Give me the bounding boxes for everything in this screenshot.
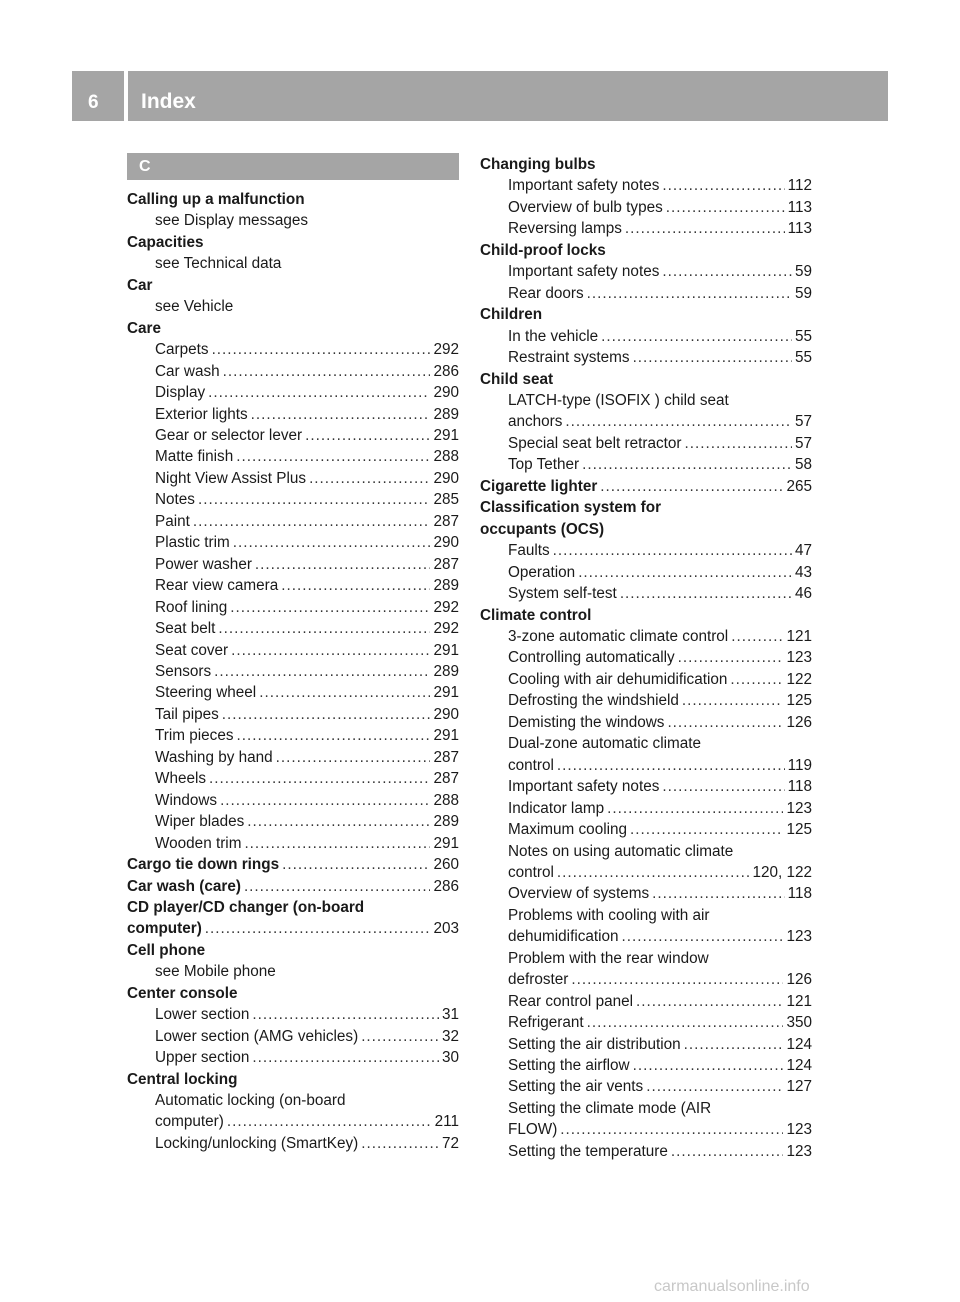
header-divider [124,71,128,121]
entry-page: 120, 122 [752,863,812,881]
leader-dots [231,640,430,661]
entry-label: Wheels [155,770,207,788]
index-subline: see Vehicle [155,298,234,316]
entry-label: Tail pipes [155,705,219,723]
index-entry [480,218,812,239]
entry-page: 57 [794,413,812,431]
index-entry [480,712,812,733]
entry-page: 203 [433,920,459,938]
index-entry [480,626,812,647]
leader-dots [557,755,785,776]
index-subline: see Display messages [155,212,309,230]
entry-page: 59 [794,263,812,281]
leader-dots [281,575,430,596]
leader-dots [730,669,783,690]
entry-page: 291 [433,727,459,745]
index-entry [480,798,812,819]
leader-dots [684,433,792,454]
entry-label: Roof lining [155,598,228,616]
leader-dots [244,876,431,897]
leader-dots [622,926,784,947]
index-column-left [127,153,459,1154]
entry-label: control [508,863,554,881]
index-entry [127,725,459,746]
index-entry [480,540,812,561]
index-entry [127,747,459,768]
page-title: Index [141,90,196,113]
leader-dots [666,197,785,218]
index-entry [480,991,812,1012]
leader-dots [582,454,792,475]
leader-dots [578,562,792,583]
leader-dots [565,411,792,432]
index-entry [127,468,459,489]
leader-dots [671,1141,784,1162]
index-entry [480,454,812,475]
entry-label: Matte finish [155,448,234,466]
index-entry [480,1076,812,1097]
entry-page: 288 [433,448,459,466]
index-entry [127,682,459,703]
entry-label: Indicator lamp [508,799,605,817]
leader-dots [247,811,430,832]
entry-page: 288 [433,791,459,809]
entry-label: Defrosting the windshield [508,692,679,710]
entry-label: Steering wheel [155,684,257,702]
leader-dots [587,283,792,304]
entry-label: Top Tether [508,456,580,474]
leader-dots [282,854,430,875]
entry-page: 125 [786,692,812,710]
leader-dots [633,347,792,368]
leader-dots [233,532,431,553]
leader-dots [600,476,783,497]
leader-dots [236,446,430,467]
entry-page: 126 [786,971,812,989]
index-subline: LATCH-type (ISOFIX ) child seat [508,391,729,409]
entry-label: Windows [155,791,218,809]
index-entry [127,532,459,553]
leader-dots [662,175,784,196]
entry-page: 58 [794,456,812,474]
entry-page: 289 [433,662,459,680]
entry-page: 122 [786,670,812,688]
index-heading: Calling up a malfunction [127,191,305,208]
entry-page: 125 [786,821,812,839]
index-entry [480,175,812,196]
entry-label: Faults [508,542,550,560]
leader-dots [223,361,431,382]
leader-dots [222,704,431,725]
leader-dots [236,725,430,746]
index-heading: CD player/CD changer (on-board [127,898,365,916]
index-entry [480,1055,812,1076]
entry-label: Lower section (AMG vehicles) [155,1027,359,1045]
entry-label: Setting the air vents [508,1078,644,1096]
entry-label: In the vehicle [508,327,599,345]
entry-page: 290 [433,469,459,487]
entry-label: Cigarette lighter [480,477,598,495]
entry-label: Important safety notes [508,263,660,281]
index-entry [480,326,812,347]
entry-label: Demisting the windows [508,713,665,731]
section-letter: C [127,153,459,180]
index-entry [127,918,459,939]
watermark: carmanualsonline.info [654,1278,810,1295]
leader-dots [212,339,431,360]
entry-page: 289 [433,577,459,595]
entry-page: 265 [786,477,812,495]
index-heading: Central locking [127,1070,238,1088]
entry-label: System self-test [508,585,617,603]
index-heading: Car [127,276,153,294]
entry-page: 289 [433,405,459,423]
entry-label: Important safety notes [508,177,660,195]
index-entry [127,704,459,725]
index-entry [480,969,812,990]
entry-label: Reversing lamps [508,220,622,238]
entry-label: Important safety notes [508,778,660,796]
index-heading: Capacities [127,233,204,251]
index-entry [480,283,812,304]
index-entry [127,768,459,789]
index-heading: occupants (OCS) [480,520,605,538]
index-entry [480,583,812,604]
index-entry [127,640,459,661]
entry-page: 291 [433,426,459,444]
entry-label: Seat cover [155,641,229,659]
leader-dots [630,819,783,840]
index-entry [127,575,459,596]
leader-dots [227,1111,432,1132]
index-entry [127,876,459,897]
entry-label: Display [155,384,206,402]
index-entry [127,404,459,425]
leader-dots [633,1055,784,1076]
entry-page: 113 [787,198,812,216]
entry-page: 112 [787,177,812,195]
index-heading: Changing bulbs [480,156,596,173]
entry-label: Washing by hand [155,748,273,766]
entry-label: Controlling automatically [508,649,675,667]
index-entry [127,382,459,403]
leader-dots [259,682,430,703]
entry-label: computer) [127,920,202,938]
leader-dots [230,597,430,618]
leader-dots [652,883,785,904]
entry-page: 292 [433,598,459,616]
leader-dots [553,540,792,561]
entry-label: Power washer [155,555,252,573]
leader-dots [218,618,430,639]
leader-dots [682,690,784,711]
leader-dots [214,661,430,682]
leader-dots [587,1012,784,1033]
entry-label: Special seat belt retractor [508,434,682,452]
leader-dots [667,712,783,733]
entry-page: 285 [433,491,459,509]
entry-label: Trim pieces [155,727,234,745]
index-heading: Child seat [480,370,554,388]
entry-label: Maximum cooling [508,821,628,839]
leader-dots [305,425,430,446]
entry-page: 55 [794,349,812,367]
index-entry [127,854,459,875]
entry-page: 59 [794,284,812,302]
entry-page: 290 [433,534,459,552]
leader-dots [678,647,784,668]
leader-dots [662,261,792,282]
leader-dots [252,1047,439,1068]
index-entry [127,511,459,532]
leader-dots [684,1034,784,1055]
entry-page: 113 [787,220,812,238]
entry-label: Gear or selector lever [155,426,303,444]
entry-page: 119 [787,756,812,774]
leader-dots [361,1133,439,1154]
index-entry [480,1034,812,1055]
index-heading: Children [480,306,543,324]
entry-label: Rear view camera [155,577,279,595]
right-entries [480,154,812,1162]
index-entry [127,489,459,510]
index-subline: Setting the climate mode (AIR [508,1099,712,1117]
index-entry [480,647,812,668]
index-entry [127,597,459,618]
entry-page: 286 [433,877,459,895]
entry-label: Seat belt [155,620,216,638]
leader-dots [607,798,783,819]
index-entry [127,554,459,575]
entry-label: control [508,756,554,774]
index-entry [127,1004,459,1025]
entry-label: Overview of systems [508,885,650,903]
entry-label: Restraint systems [508,349,630,367]
entry-label: Rear control panel [508,992,633,1010]
entry-label: Lower section [155,1006,250,1024]
entry-page: 287 [433,555,459,573]
entry-page: 121 [786,627,812,645]
index-entry [480,197,812,218]
left-entries [127,189,459,1154]
index-heading: Child-proof locks [480,241,606,259]
index-subline: Dual-zone automatic climate [508,735,701,753]
entry-label: Cargo tie down rings [127,856,280,874]
leader-dots [205,918,431,939]
leader-dots [625,218,785,239]
index-entry [480,776,812,797]
index-subline: see Technical data [155,255,282,273]
entry-page: 123 [786,1121,812,1139]
index-entry [127,618,459,639]
entry-page: 211 [434,1113,459,1131]
entry-page: 47 [794,542,812,560]
entry-page: 292 [433,341,459,359]
leader-dots [620,583,792,604]
index-entry [480,926,812,947]
entry-label: Car wash [155,362,220,380]
entry-page: 31 [441,1006,459,1024]
index-entry [127,833,459,854]
entry-label: 3-zone automatic climate control [508,627,729,645]
entry-label: dehumidification [508,928,619,946]
entry-page: 55 [794,327,812,345]
entry-page: 291 [433,684,459,702]
index-entry [127,790,459,811]
entry-page: 123 [786,799,812,817]
entry-page: 287 [433,512,459,530]
leader-dots [731,626,783,647]
entry-page: 287 [433,748,459,766]
entry-label: Car wash (care) [127,877,241,895]
index-entry [127,1133,459,1154]
leader-dots [560,1119,783,1140]
leader-dots [193,511,431,532]
entry-page: 123 [786,649,812,667]
index-entry [480,690,812,711]
entry-page: 124 [786,1035,812,1053]
entry-page: 291 [433,834,459,852]
leader-dots [276,747,431,768]
leader-dots [208,382,430,403]
entry-label: Night View Assist Plus [155,469,307,487]
index-entry [480,347,812,368]
index-entry [480,755,812,776]
entry-label: Cooling with air dehumidification [508,670,728,688]
index-entry [127,425,459,446]
index-entry [480,1012,812,1033]
entry-label: Carpets [155,341,209,359]
entry-label: FLOW) [508,1121,558,1139]
entry-page: 124 [786,1057,812,1075]
index-entry [127,1111,459,1132]
index-entry [127,661,459,682]
entry-label: Wiper blades [155,813,245,831]
index-heading: Center console [127,984,238,1002]
entry-label: Notes [155,491,195,509]
leader-dots [646,1076,783,1097]
index-entry [127,1047,459,1068]
entry-label: defroster [508,971,569,989]
index-entry [480,883,812,904]
entry-page: 123 [786,1142,812,1160]
entry-label: Setting the airflow [508,1057,630,1075]
entry-page: 292 [433,620,459,638]
entry-page: 118 [787,778,812,796]
index-heading: Care [127,319,162,337]
entry-label: Upper section [155,1049,250,1067]
leader-dots [220,790,430,811]
index-entry [127,811,459,832]
index-entry [480,669,812,690]
index-heading: Cell phone [127,941,206,959]
index-subline: Problems with cooling with air [508,906,710,924]
index-entry [127,446,459,467]
index-entry [127,1026,459,1047]
index-subline: Notes on using automatic climate [508,842,734,860]
entry-page: 350 [786,1014,812,1032]
leader-dots [557,862,750,883]
entry-page: 290 [433,705,459,723]
entry-label: Sensors [155,662,212,680]
index-entry [480,411,812,432]
leader-dots [198,489,431,510]
index-entry [480,433,812,454]
entry-label: Setting the air distribution [508,1035,681,1053]
entry-label: Refrigerant [508,1014,584,1032]
index-heading: Classification system for [480,499,662,517]
index-entry [127,361,459,382]
leader-dots [601,326,792,347]
entry-page: 30 [441,1049,459,1067]
leader-dots [251,404,431,425]
index-column-right [480,154,812,1162]
entry-page: 32 [441,1027,459,1045]
entry-label: Plastic trim [155,534,230,552]
index-entry [127,339,459,360]
entry-label: computer) [155,1113,224,1131]
index-heading: Climate control [480,606,592,624]
entry-label: Rear doors [508,284,584,302]
leader-dots [571,969,783,990]
entry-label: Locking/unlocking (SmartKey) [155,1134,359,1152]
entry-page: 291 [433,641,459,659]
entry-page: 289 [433,813,459,831]
entry-page: 43 [794,563,812,581]
leader-dots [255,554,431,575]
index-entry [480,1119,812,1140]
index-entry [480,476,812,497]
entry-label: Exterior lights [155,405,248,423]
entry-page: 286 [433,362,459,380]
entry-label: Paint [155,512,190,530]
index-entry [480,562,812,583]
leader-dots [309,468,430,489]
index-subline: Automatic locking (on-board [155,1092,346,1110]
leader-dots [244,833,430,854]
index-entry [480,261,812,282]
index-entry [480,819,812,840]
entry-label: Overview of bulb types [508,198,663,216]
entry-label: Wooden trim [155,834,242,852]
index-entry [480,862,812,883]
entry-label: anchors [508,413,563,431]
entry-page: 57 [794,434,812,452]
entry-page: 290 [433,384,459,402]
index-subline: see Mobile phone [155,963,276,981]
entry-label: Operation [508,563,576,581]
entry-page: 123 [786,928,812,946]
entry-label: Setting the temperature [508,1142,668,1160]
leader-dots [361,1026,439,1047]
entry-page: 287 [433,770,459,788]
entry-page: 126 [786,713,812,731]
entry-page: 127 [786,1078,812,1096]
index-entry [480,1141,812,1162]
leader-dots [662,776,784,797]
entry-page: 72 [441,1134,459,1152]
entry-page: 118 [787,885,812,903]
leader-dots [209,768,430,789]
entry-page: 260 [433,856,459,874]
leader-dots [252,1004,439,1025]
entry-page: 46 [794,585,812,603]
leader-dots [636,991,783,1012]
entry-page: 121 [786,992,812,1010]
index-subline: Problem with the rear window [508,949,709,967]
page-number: 6 [88,92,99,113]
